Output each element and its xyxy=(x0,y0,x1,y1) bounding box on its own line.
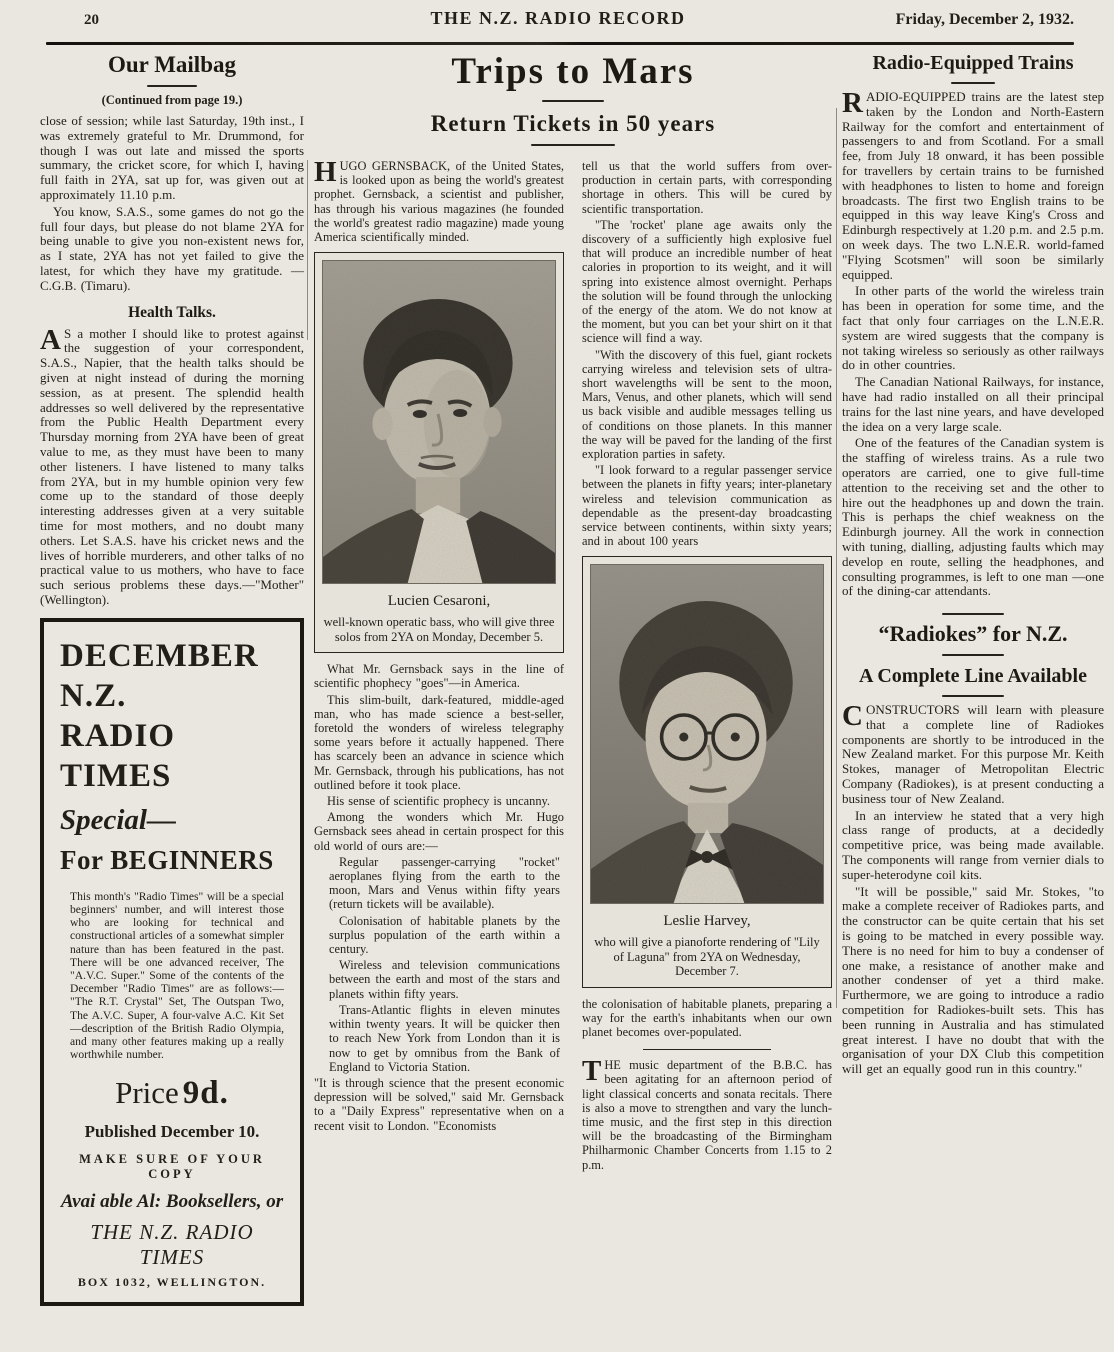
paragraph: Wireless and television communications between the earth and most of the stars and planets within fifty years. xyxy=(329,958,560,1001)
radiokes-article-title: “Radiokes” for N.Z. xyxy=(878,621,1068,647)
advert-price xyxy=(60,1075,284,1112)
drop-cap: C xyxy=(842,700,863,733)
advert-line-radio-times: RADIO TIMES xyxy=(60,717,176,794)
photo-leslie-harvey xyxy=(582,556,832,988)
portrait-image xyxy=(322,260,556,584)
radio-times-advert xyxy=(40,618,304,1307)
paragraph: the colonisation of habitable planets, preparing a way for the earth's inhabitants when our own planet becomes over-populated. xyxy=(582,996,832,1040)
price-label: Price xyxy=(115,1075,179,1111)
newspaper-title: THE N.Z. RADIO RECORD xyxy=(430,8,686,28)
article-paragraphs xyxy=(314,156,564,245)
paragraph: In an interview he stated that a very high class range of products, at a decidedly competitive price, was being made available. The components will range from vernier dials to super-heterodyne coil kits. xyxy=(842,807,1104,882)
divider xyxy=(942,613,1004,615)
drop-cap: H xyxy=(314,156,337,188)
paragraph: Among the wonders which Mr. Hugo Gernsback sees ahead in certain prospect for this old world of ours are:— xyxy=(314,810,564,853)
paragraph: One of the features of the Canadian system is the staffing of wireless trains. As a rule two operators are carried, one to give full-time attention to the receiving set and the other to hire out the headphones up and down the train. This is perhaps the chief weakness on the Edinburgh journey. All the work in connection with tuning, dialling, adjusting faults which may develop en route, selling the headphones, and consulting programmes, is left to one man —one of the dining-car attendants. xyxy=(842,435,1104,599)
photo-caption xyxy=(322,593,556,644)
trips-to-mars-article xyxy=(314,50,832,1174)
paragraph: HUGO GERNSBACK, of the United States, is looked upon as being the world's greatest prophet. Gernsback, a scientist and publisher, has through his various magazines (he founded the world's greatest radio magazine) made young America scientifically minded. xyxy=(314,156,564,245)
paragraph: Trans-Atlantic flights in eleven minutes within twenty years. It will be quicker then to reach New York from London than it is now to get by omnibus from the Bank of England to Victoria Station. xyxy=(329,1002,560,1074)
advert-published: Published December 10. xyxy=(84,1122,260,1142)
paragraph: In other parts of the world the wireless train has been in operation for some time, and the fact that only four carriages on the L.N.E.R. system are wired suggests that the company is not taking wireless so seriously as other railways do in other countries. xyxy=(842,283,1104,373)
photo-caption-text: who will give a pianoforte rendering of "Lily of Laguna" from 2YA on Wednesday, December 7. xyxy=(594,935,820,979)
photo-lucien-cesaroni xyxy=(314,252,564,653)
masthead xyxy=(36,8,1080,29)
article-subtitle: Return Tickets in 50 years xyxy=(430,111,716,136)
continued-note: (Continued from page 19.) xyxy=(101,93,243,107)
paragraph: close of session; while last Saturday, 19th inst., I was extremely grateful to Mr. Drummond, for though I was out late and missed the sports summary, the cricket score, for which I, having full faith in 2YA, sat up for, was given out at approximately 11.10 p.m. xyxy=(40,113,304,202)
drop-cap: T xyxy=(582,1055,602,1088)
divider xyxy=(942,695,1004,697)
paragraph: "I look forward to a regular passenger service between the planets in fifty years; inter-planetary wireless and television communication as dependable as the present-day broadcasting service between continents, within sixty years; and in about 100 years xyxy=(582,463,832,549)
divider xyxy=(147,85,197,87)
column-rule xyxy=(836,108,837,1008)
radiokes-paragraphs xyxy=(842,700,1104,1077)
right-column xyxy=(842,52,1104,1079)
article-paragraphs xyxy=(582,159,832,548)
divider xyxy=(951,82,995,84)
mailbag-title: Our Mailbag xyxy=(107,52,236,77)
health-talks-paragraphs xyxy=(40,323,304,608)
divider xyxy=(942,654,1004,656)
article-title: Trips to Mars xyxy=(451,51,695,92)
article-column-left xyxy=(314,156,564,1174)
paragraph: The Canadian National Railways, for instance, have had radio installed on all their principal trains for the last nine years, and have developed the idea on a very large scale. xyxy=(842,374,1104,434)
paragraph: His sense of scientific prophecy is uncanny. xyxy=(327,794,551,809)
article-paragraphs xyxy=(314,662,564,1133)
paragraph: Regular passenger-carrying "rocket" aeroplanes flying from the earth to the moon, Mars and Venus within fifty years (return tickets will be available). xyxy=(329,854,560,912)
article-column-right xyxy=(582,159,832,1174)
article-paragraphs xyxy=(582,997,832,1172)
paragraph: This slim-built, dark-featured, middle-aged man, who has made science a best-seller, foretold the wonders of wireless telegraphy some years before it actually happened. There has scarcely been an advance in science which Mr. Gernsback, through his publications, has not outlined before it took place. xyxy=(314,692,564,792)
photo-subject-name: Lucien Cesaroni, xyxy=(387,593,491,610)
advert-make-sure: MAKE SURE OF YOUR COPY xyxy=(79,1152,265,1182)
paragraph: tell us that the world suffers from over-production in certain parts, with corresponding shortage in others. This will be cured by scientific transportation. xyxy=(582,159,832,216)
portrait-image xyxy=(590,564,824,904)
divider xyxy=(643,1049,771,1051)
column-rule xyxy=(307,160,308,340)
price-value: 9d. xyxy=(182,1075,229,1112)
photo-caption-text: well-known operatic bass, who will give three solos from 2YA on Monday, December 5. xyxy=(323,615,555,644)
divider xyxy=(531,144,615,146)
article-columns xyxy=(314,156,832,1174)
advert-availability: Avai able Al: Booksellers, or xyxy=(60,1191,284,1213)
issue-date: Friday, December 2, 1932. xyxy=(895,11,1074,28)
advert-address: BOX 1032, WELLINGTON. xyxy=(77,1275,267,1290)
paragraph: THE music department of the B.B.C. has been agitating for an afternoon period of light classical concerts and sonata recitals. There is also a move to strengthen and vary the lunch-time music, and the first step in this direction will be the broadcasting of the Birmingham Philharmonic Chamber Concerts from 1.15 to 2 p.m. xyxy=(582,1055,832,1172)
paragraph: "With the discovery of this fuel, giant rockets carrying wireless and television sets of ultra-short wavelengths will be sent to the moon, Mars, Venus, and other planets, which will send us back visible and audible messages telling us of conditions on those planets. In this manner the way will be paved for the landing of the first exploration parties in safety. xyxy=(582,347,832,462)
trains-paragraphs xyxy=(842,87,1104,599)
paragraph: RADIO-EQUIPPED trains are the latest step taken by the London and North-Eastern Railway for the comfort and entertainment of passengers to and from Scotland. For a small fee, from July 18 onward, it has been possible for travellers by certain trains to be furnished with headphones to listen to home and foreign broadcasts. The first two English trains to be equipped in this way leave King's Cross and Edinburgh respectively at 1.20 p.m. and 2.5 p.m. on week days. The two L.N.E.R. world-famed "Flying Scotsmen" will soon be similarly equipped. xyxy=(842,87,1104,282)
paragraph: "The 'rocket' plane age awaits only the discovery of a sufficiently high explosive fuel that will produce an incredible number of heat calories in proportion to its weight, and it will spring into existence almost overnight. Perhaps the solution will be found through the unlocking of the energy of the atom. We do not know at the moment, but you can bet your shirt on it that science will find a way. xyxy=(582,217,832,346)
photo-subject-name: Leslie Harvey, xyxy=(663,913,751,930)
mailbag-paragraphs xyxy=(40,114,304,294)
advert-body: This month's "Radio Times" will be a special beginners' number, and will interest those who are looking for technical and constructional articles of a somewhat simpler nature than has been featured in the past. There will be one advanced receiver, The "A.V.C. Super." Some of the contents of the December "Radio Times" are as follows:— "The R.T. Crystal" Set, The Outspan Two, The A.V.C. Super, A four-valve A.C. Kit Set—description of the British Radio Olympia, and many other features making up a really worthwhile number. xyxy=(70,889,284,1062)
mailbag-column xyxy=(40,52,304,1306)
page-number: 20 xyxy=(84,12,99,28)
health-talks-heading: Health Talks. xyxy=(128,303,216,321)
advert-publisher: THE N.Z. RADIO TIMES xyxy=(90,1220,254,1270)
paragraph: You know, S.A.S., some games do not go the full four days, but please do not blame 2YA for being unable to give you non-existent news for, as I state, 2YA has not yet failed to give the latest, for which they have my gratitude. —C.G.B. (Timaru). xyxy=(40,203,304,293)
paragraph: A S a mother I should like to protest against the suggestion of your correspondent, S.A.S., Napier, that the health talks should be given at night instead of during the morning session, as at present. The splendid health addresses so well delivered by the representative from the Public Health Department every Thursday morning from 2YA have been of great value to me, as they must have been to many other listeners. I have listened to many talks from 2YA, but in my humble opinion very few come up to the standard of those deeply interesting addresses given at a very suitable time for most mothers, and no doubt many others. Let S.A.S. have his cricket news and the lives of horrible murderers, and other talks of no practical value to us mothers, who have to face such serious problems these days.—"Mother" (Wellington). xyxy=(40,323,304,607)
paragraph: "It is through science that the present economic depression will be solved," said Mr. Gernsback to a "Daily Express" representative when on a recent visit to London. "Economists xyxy=(314,1075,564,1133)
paragraph: CONSTRUCTORS will learn with pleasure that a complete line of Radiokes components are shortly to be introduced in the New Zealand market. For this purpose Mr. Keith Stokes, manager of Metropolitan Electric Company (Radiokes), is at present conducting a business tour of New Zealand. xyxy=(842,700,1104,806)
advert-line-nz: N.Z. xyxy=(60,677,127,714)
photo-caption xyxy=(590,913,824,979)
drop-cap: A xyxy=(40,323,61,356)
trains-article-title: Radio-Equipped Trains xyxy=(872,52,1074,74)
advert-for-beginners: For BEGINNERS xyxy=(60,844,274,875)
drop-cap: R xyxy=(842,87,863,119)
radiokes-subtitle: A Complete Line Available xyxy=(859,665,1087,688)
advert-line-december: DECEMBER xyxy=(60,637,259,674)
masthead-rule xyxy=(46,42,1074,45)
paragraph: Colonisation of habitable planets by the surplus population of the earth within a century. xyxy=(329,913,560,957)
divider xyxy=(542,100,604,102)
paragraph: "It will be possible," said Mr. Stokes, "to make a complete receiver of Radiokes parts, and the constructor can be quite certain that his set is going to be matched in every possible way. There is no need for him to buy a condenser of one make, a resistance of another make and another condenser of yet a third make. Furthermore, we are going to introduce a radio competition for Radiokes-built sets. This has been running in Australia and has stimulated great interest. I have no doubt that with the organisation of your DX Club this competition will get an equally good run in this country." xyxy=(842,883,1104,1077)
paragraph: What Mr. Gernsback says in the line of scientific phophecy "goes"—in America. xyxy=(314,662,564,691)
advert-special: Special— xyxy=(60,803,176,836)
